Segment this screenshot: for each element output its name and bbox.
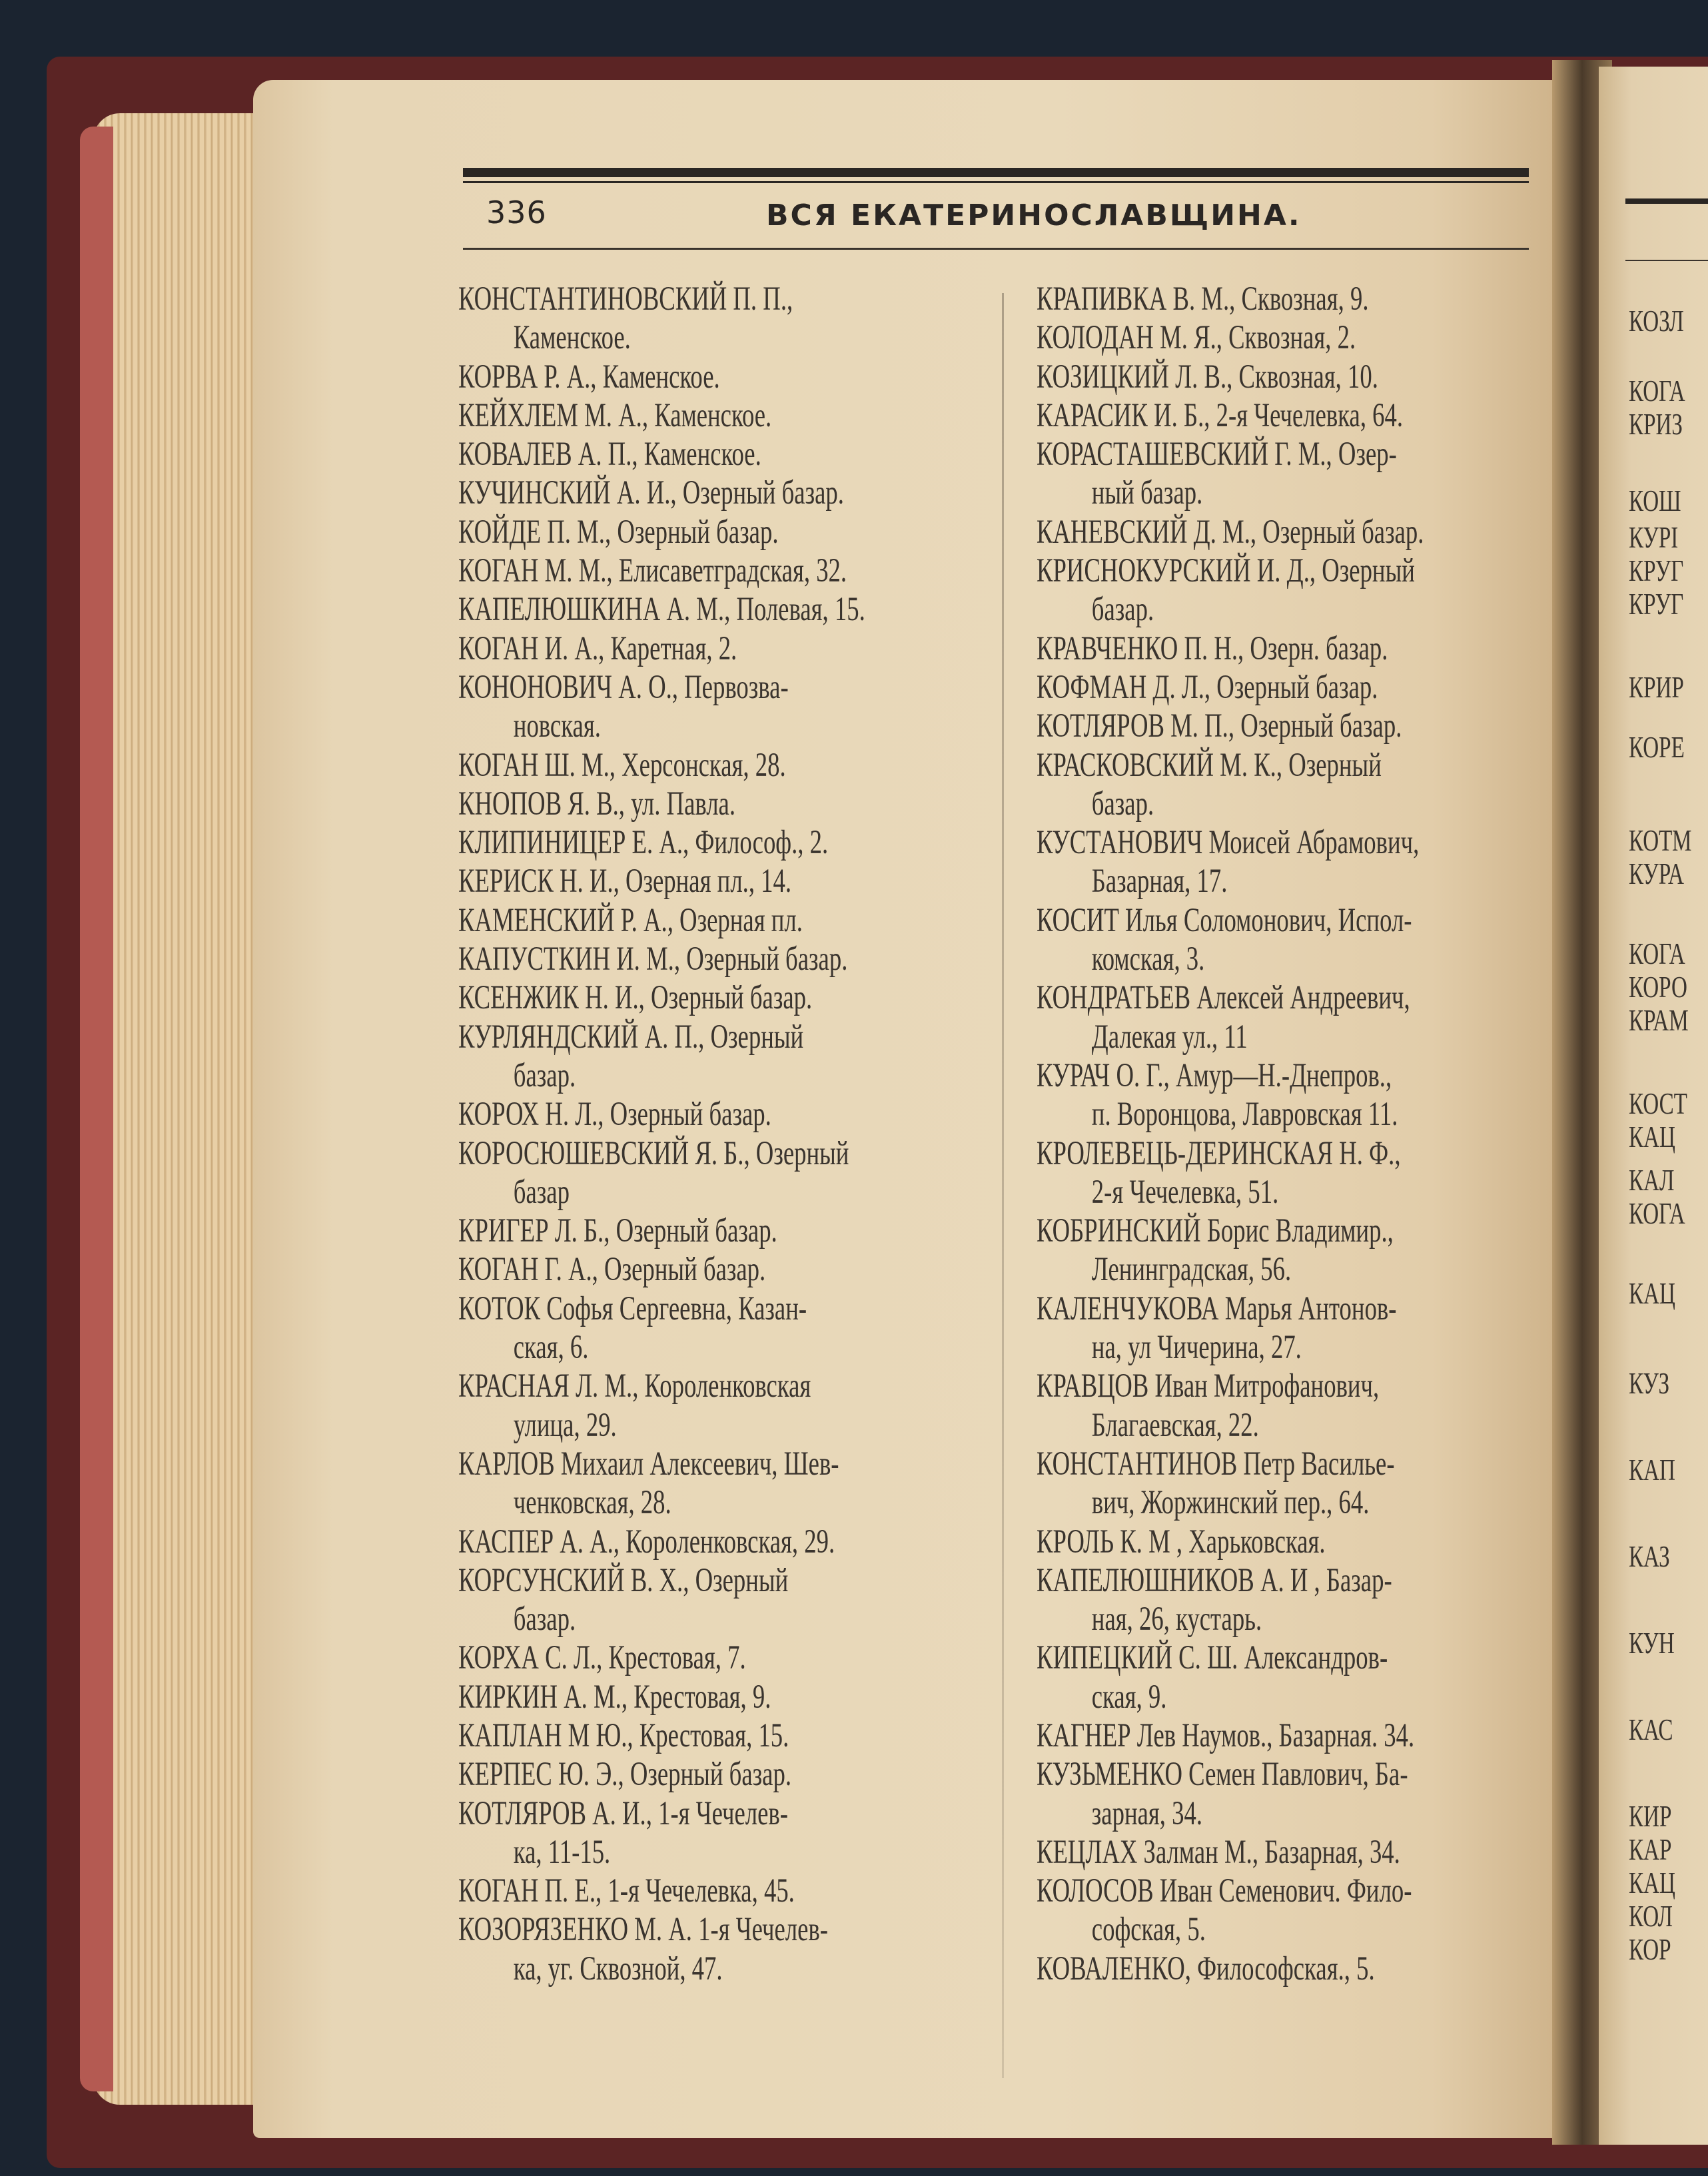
entry-line: КЕРПЕС Ю. Э., Озерный базар. — [458, 1756, 792, 1794]
entry-line: КАЛЕНЧУКОВА Марья Антонов- — [1037, 1289, 1397, 1327]
next-page-fragment: КУН — [1629, 1626, 1675, 1660]
entry-line: КОРСУНСКИЙ В. Х., Озерный — [458, 1561, 789, 1599]
next-page-fragment: КАЦ — [1629, 1276, 1675, 1310]
directory-entry — [458, 1794, 861, 1872]
entry-continuation: на, ул Чичерина, 27. — [1091, 1329, 1302, 1367]
directory-entry — [1037, 318, 1440, 357]
directory-entry — [458, 1755, 861, 1794]
entry-line: КОНСТАНТИНОВ Петр Василье- — [1037, 1445, 1395, 1483]
directory-entry — [1037, 823, 1440, 901]
entry-continuation: Каменское. — [513, 319, 631, 357]
next-page-fragment: КАР — [1629, 1832, 1672, 1866]
entry-line: КУРЛЯНДСКИЙ А. П., Озерный — [458, 1018, 804, 1056]
entry-line: КОБРИНСКИЙ Борис Владимир., — [1037, 1212, 1394, 1250]
directory-entry — [1037, 1367, 1440, 1445]
next-page-fragment: КРИЗ — [1629, 407, 1683, 441]
directory-entry — [1037, 1755, 1440, 1833]
entry-line: КУСТАНОВИЧ Моисей Абрамович, — [1037, 824, 1420, 862]
entry-line: КЕЦЛАХ Залман М., Базарная, 34. — [1037, 1833, 1400, 1871]
next-page-fragment: КОШ — [1629, 484, 1681, 518]
entry-line: КАРАСИК И. Б., 2-я Чечелевка, 64. — [1037, 396, 1404, 434]
entry-continuation: базар. — [1091, 591, 1154, 629]
entry-line: КАРЛОВ Михаил Алексеевич, Шев- — [458, 1445, 839, 1483]
entry-line: КОСИТ Илья Соломонович, Испол- — [1037, 901, 1412, 939]
entry-continuation: базар. — [513, 1056, 576, 1094]
header-bottom-rule — [463, 248, 1529, 250]
next-page-fragment: КАЗ — [1629, 1539, 1670, 1573]
page-stack-edges — [93, 113, 266, 2105]
entry-line: КОРАСТАШЕВСКИЙ Г. М., Озер- — [1037, 436, 1397, 474]
directory-entry — [1037, 435, 1440, 513]
next-page-fragment: КОР — [1629, 1932, 1671, 1966]
entry-line: КЕЙХЛЕМ М. А., Каменское. — [458, 396, 772, 434]
entry-continuation: Далекая ул., 11 — [1091, 1018, 1248, 1056]
next-page-header-thin-rule — [1625, 260, 1708, 261]
entry-line: КОЛОСОВ Иван Семенович. Фило- — [1037, 1872, 1412, 1910]
next-page-fragment: КОСТ — [1629, 1086, 1687, 1120]
entry-continuation: ченковская, 28. — [513, 1484, 671, 1522]
entry-line: КУЧИНСКИЙ А. И., Озерный базар. — [458, 474, 844, 512]
directory-entry — [458, 1445, 861, 1523]
entry-continuation: базар. — [513, 1601, 576, 1638]
entry-line: КРАВЦОВ Иван Митрофанович, — [1037, 1367, 1380, 1405]
entry-continuation: 2-я Чечелевка, 51. — [1091, 1173, 1279, 1211]
entry-line: КРАПИВКА В. М., Сквозная, 9. — [1037, 280, 1369, 318]
entry-line: КРОЛЕВЕЦЬ-ДЕРИНСКАЯ Н. Ф., — [1037, 1134, 1401, 1172]
directory-entry — [1037, 668, 1440, 707]
entry-line: КАПЕЛЮШКИНА А. М., Полевая, 15. — [458, 591, 865, 629]
next-page-fragment: КОГА — [1629, 374, 1685, 408]
next-page-fragment: КОГА — [1629, 936, 1685, 970]
entry-line: КАГНЕР Лев Наумов., Базарная. 34. — [1037, 1716, 1415, 1754]
next-page-fragment: КОЛ — [1629, 1899, 1673, 1933]
next-page-fragment: КОЗЛ — [1629, 304, 1684, 338]
directory-entry — [1037, 1872, 1440, 1950]
next-page-fragment: КАЦ — [1629, 1866, 1675, 1900]
entry-continuation: улица, 29. — [513, 1406, 617, 1444]
directory-entry — [1037, 396, 1440, 435]
entry-line: КОВАЛЕВ А. П., Каменское. — [458, 436, 761, 474]
directory-entry — [458, 668, 861, 746]
directory-entry — [458, 280, 861, 358]
directory-entry — [1037, 1833, 1440, 1872]
directory-entry — [1037, 1950, 1440, 1988]
entry-line: КОФМАН Д. Л., Озерный базар. — [1037, 668, 1378, 706]
next-page-header-rule — [1625, 198, 1708, 204]
directory-entry — [1037, 978, 1440, 1056]
directory-entry — [1037, 1561, 1440, 1639]
next-page-fragment: КУРІ — [1629, 520, 1679, 554]
entry-continuation: комская, 3. — [1091, 940, 1205, 978]
next-page-fragment: КОРО — [1629, 970, 1687, 1004]
directory-entry — [458, 1872, 861, 1910]
directory-entry — [1037, 1056, 1440, 1134]
entry-line: КОЛОДАН М. Я., Сквозная, 2. — [1037, 319, 1356, 357]
directory-entry — [458, 862, 861, 901]
entry-line: КОТОК Софья Сергеевна, Казан- — [458, 1289, 807, 1327]
entry-line: КОРОХ Н. Л., Озерный базар. — [458, 1096, 771, 1134]
directory-entry — [458, 1289, 861, 1367]
next-page-fragment: КАП — [1629, 1453, 1675, 1487]
entry-line: КЕРИСК Н. И., Озерная пл., 14. — [458, 863, 792, 901]
entry-line: КОТЛЯРОВ М. П., Озерный базар. — [1037, 707, 1402, 745]
entry-line: КАСПЕР А. А., Короленковская, 29. — [458, 1523, 835, 1561]
header-thin-rule — [463, 181, 1529, 183]
directory-entry — [458, 629, 861, 668]
directory-entry — [458, 474, 861, 512]
directory-entry — [1037, 1134, 1440, 1212]
directory-entry — [1037, 629, 1440, 668]
directory-entry — [1037, 1445, 1440, 1523]
next-page-fragment: КАЦ — [1629, 1120, 1675, 1154]
directory-entry — [458, 551, 861, 590]
next-page-fragment: КРУГ — [1629, 553, 1684, 587]
directory-entry — [1037, 746, 1440, 824]
directory-entry — [458, 513, 861, 551]
directory-entry — [1037, 280, 1440, 318]
directory-entry — [458, 1638, 861, 1677]
entry-line: КОГАН П. Е., 1-я Чечелевка, 45. — [458, 1872, 795, 1910]
entry-line: КРАВЧЕНКО П. Н., Озерн. базар. — [1037, 629, 1388, 667]
directory-entry — [458, 1523, 861, 1561]
directory-entry — [458, 435, 861, 474]
entry-line: КОГАН И. А., Каретная, 2. — [458, 629, 737, 667]
entry-line: КОТЛЯРОВ А. И., 1-я Чечелев- — [458, 1794, 788, 1832]
entry-continuation: вич, Жоржинский пер., 64. — [1091, 1484, 1370, 1522]
entry-continuation: базар — [513, 1173, 570, 1211]
entry-continuation: ный базар. — [1091, 474, 1203, 512]
directory-entry — [1037, 1638, 1440, 1716]
next-page-fragment: КИР — [1629, 1799, 1672, 1833]
entry-continuation: базар. — [1091, 785, 1154, 823]
entry-line: КОВАЛЕНКО, Философская., 5. — [1037, 1950, 1375, 1988]
next-page-fragment: КУЗ — [1629, 1366, 1670, 1400]
next-page-fragment: КАС — [1629, 1712, 1673, 1746]
directory-entry — [458, 1910, 861, 1988]
entry-continuation: Благаевская, 22. — [1091, 1406, 1259, 1444]
entry-continuation: п. Воронцова, Лавровская 11. — [1091, 1096, 1398, 1134]
entry-line: КАПЕЛЮШНИКОВ А. И , Базар- — [1037, 1561, 1392, 1599]
entry-line: КОНОНОВИЧ А. О., Первозва- — [458, 668, 789, 706]
entry-line: КОГАН Ш. М., Херсонская, 28. — [458, 746, 786, 784]
next-page-fragment: КАЛ — [1629, 1163, 1675, 1197]
directory-entry — [458, 1716, 861, 1755]
entry-continuation: ная, 26, кустарь. — [1091, 1601, 1262, 1638]
directory-entry — [458, 1367, 861, 1445]
directory-entry — [458, 785, 861, 823]
entry-line: КОГАН Г. А., Озерный базар. — [458, 1251, 766, 1289]
entry-line: КРАСКОВСКИЙ М. К., Озерный — [1037, 746, 1382, 784]
entry-line: КИРКИН А. М., Крестовая, 9. — [458, 1678, 771, 1716]
header-thick-rule — [463, 168, 1529, 177]
column-divider — [1002, 293, 1004, 2078]
next-page-fragment: КУРА — [1629, 857, 1684, 891]
directory-entry — [1037, 513, 1440, 551]
entry-line: КОРХА С. Л., Крестовая, 7. — [458, 1639, 746, 1677]
page-title: ВСЯ ЕКАТЕРИНОСЛАВЩИНА. — [766, 198, 1302, 232]
entry-line: КРАСНАЯ Л. М., Короленковская — [458, 1367, 811, 1405]
directory-entry — [1037, 551, 1440, 629]
directory-entry — [458, 358, 861, 396]
red-page-edge — [80, 127, 113, 2091]
directory-entry — [458, 1678, 861, 1716]
next-page-fragment: КОРЕ — [1629, 730, 1685, 764]
entry-line: КИПЕЦКИЙ С. Ш. Александров- — [1037, 1639, 1388, 1677]
directory-entry — [458, 901, 861, 940]
entry-continuation: зарная, 34. — [1091, 1794, 1203, 1832]
directory-entry — [458, 940, 861, 978]
right-column-listings — [1037, 280, 1440, 1988]
entry-continuation: ская, 6. — [513, 1329, 589, 1367]
directory-entry — [1037, 358, 1440, 396]
directory-entry — [1037, 1523, 1440, 1561]
page-number: 336 — [486, 194, 547, 230]
entry-line: КОЙДЕ П. М., Озерный базар. — [458, 513, 779, 551]
entry-continuation: новская. — [513, 707, 601, 745]
directory-entry — [458, 1212, 861, 1250]
directory-entry — [458, 1250, 861, 1289]
directory-entry — [1037, 1716, 1440, 1755]
entry-line: КЛИПИНИЦЕР Е. А., Философ., 2. — [458, 824, 829, 862]
entry-continuation: Ленинградская, 56. — [1091, 1251, 1292, 1289]
entry-line: КАПУСТКИН И. М., Озерный базар. — [458, 940, 848, 978]
directory-entry — [1037, 901, 1440, 979]
entry-line: КАМЕНСКИЙ Р. А., Озерная пл. — [458, 901, 803, 939]
directory-entry — [458, 1134, 861, 1212]
directory-entry — [458, 396, 861, 435]
entry-line: КОЗОРЯЗЕНКО М. А. 1-я Чечелев- — [458, 1911, 828, 1949]
entry-line: КРИСНОКУРСКИЙ И. Д., Озерный — [1037, 552, 1415, 590]
entry-line: КУРАЧ О. Г., Амур—Н.-Днепров., — [1037, 1056, 1392, 1094]
entry-line: КОНСТАНТИНОВСКИЙ П. П., — [458, 280, 793, 318]
entry-line: КОРВА Р. А., Каменское. — [458, 358, 720, 396]
next-page-fragment: КОГА — [1629, 1196, 1685, 1230]
entry-continuation: ка, уг. Сквозной, 47. — [513, 1950, 723, 1988]
left-column-listings — [458, 280, 865, 1988]
directory-entry — [458, 1018, 861, 1096]
entry-line: КРИГЕР Л. Б., Озерный базар. — [458, 1212, 777, 1250]
entry-line: КУЗЬМЕНКО Семен Павлович, Ба- — [1037, 1756, 1408, 1794]
entry-line: КОЗИЦКИЙ Л. В., Сквозная, 10. — [1037, 358, 1378, 396]
directory-entry — [458, 746, 861, 785]
next-page-fragment: КРУГ — [1629, 587, 1684, 621]
entry-line: КАПЛАН М Ю., Крестовая, 15. — [458, 1716, 789, 1754]
entry-continuation: Базарная, 17. — [1091, 863, 1228, 901]
next-page-fragment: КРАМ — [1629, 1003, 1689, 1037]
entry-line: КОГАН М. М., Елисаветградская, 32. — [458, 552, 847, 590]
next-page-fragment: КРИР — [1629, 670, 1684, 704]
entry-continuation: ская, 9. — [1091, 1678, 1167, 1716]
directory-entry — [1037, 707, 1440, 745]
entry-line: КНОПОВ Я. В., ул. Павла. — [458, 785, 736, 823]
directory-entry — [1037, 1212, 1440, 1289]
directory-entry — [458, 590, 865, 629]
entry-continuation: софская, 5. — [1091, 1911, 1206, 1949]
entry-line: КРОЛЬ К. М , Харьковская. — [1037, 1523, 1326, 1561]
directory-entry — [458, 1095, 861, 1134]
directory-entry — [458, 1561, 861, 1639]
entry-continuation: ка, 11-15. — [513, 1833, 611, 1871]
directory-entry — [1037, 1289, 1440, 1367]
entry-line: КОНДРАТЬЕВ Алексей Андреевич, — [1037, 979, 1410, 1017]
entry-line: КОРОСЮШЕВСКИЙ Я. Б., Озерный — [458, 1134, 849, 1172]
next-page-fragment: КОТМ — [1629, 823, 1692, 857]
entry-line: КСЕНЖИК Н. И., Озерный базар. — [458, 979, 813, 1017]
directory-entry — [458, 823, 861, 862]
directory-entry — [458, 978, 861, 1017]
entry-line: КАНЕВСКИЙ Д. М., Озерный базар. — [1037, 513, 1424, 551]
